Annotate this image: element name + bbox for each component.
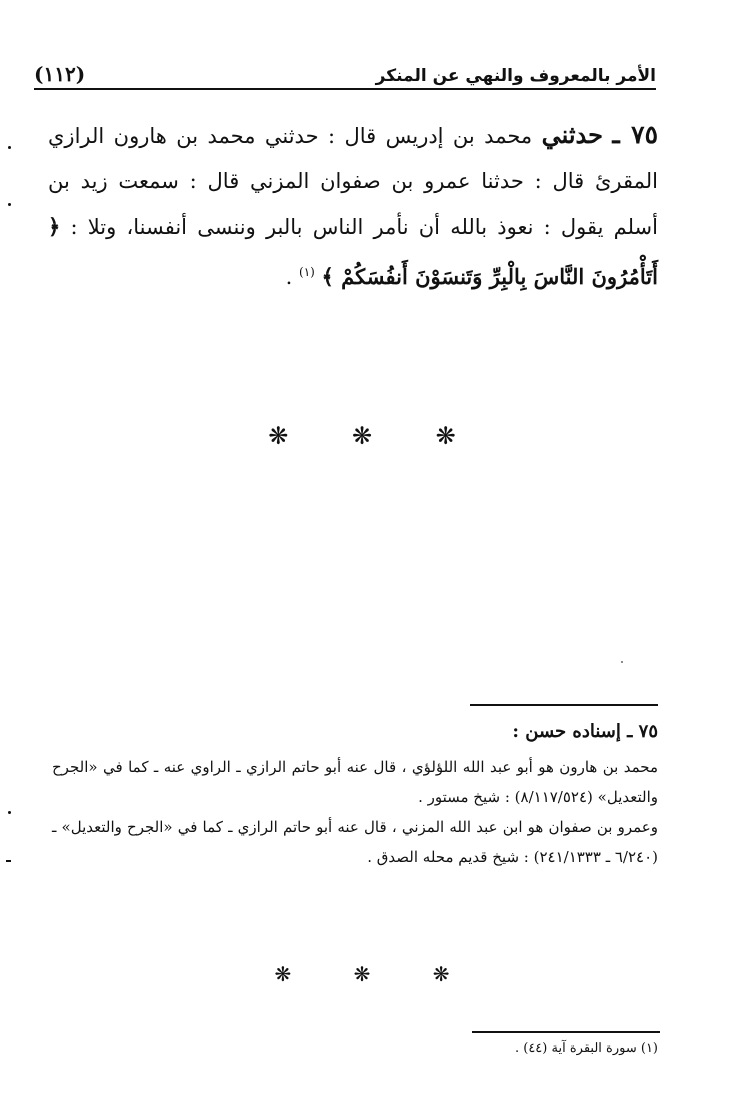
footnote: (١) سورة البقرة آية (٤٤) . bbox=[514, 1041, 658, 1056]
notes-paragraph-1: محمد بن هارون هو أبو عبد الله اللؤلؤي ، قال عنه أبو حاتم الرازي ـ الراوي عنه ـ كما في «الجرح والتعديل» (٨/١١٧/٥٢٤) : شيخ مستور . bbox=[52, 758, 658, 806]
running-title: الأمر بالمعروف والنهي عن المنكر bbox=[375, 66, 656, 86]
scan-margin-mark bbox=[8, 203, 11, 206]
hadith-body: محمد بن إدريس قال : حدثني محمد بن هارون الرازي المقرئ قال : حدثنا عمرو بن صفوان المزني قال : سمعت زيد بن أسلم يقول : نعوذ بالله أن نأمر الناس بالبر وننسى أنفسنا، وتلا : bbox=[48, 124, 658, 239]
scan-margin-mark bbox=[8, 146, 11, 149]
scan-margin-mark bbox=[8, 811, 11, 814]
footnote-marker: (١) bbox=[299, 265, 315, 279]
notes-divider bbox=[470, 704, 658, 706]
section-separator: ❋ ❋ ❋ bbox=[268, 422, 484, 450]
notes-heading: ٧٥ ـ إسناده حسن : bbox=[512, 721, 658, 742]
hadith-lead-word: حدثني bbox=[541, 120, 603, 149]
notes-separator: ❋ ❋ ❋ bbox=[274, 962, 478, 986]
quran-quote: ﴿ أَتَأْمُرُونَ النَّاسَ بِالْبِرِّ وَتَنسَوْنَ أَنفُسَكُمْ ﴾ bbox=[48, 214, 658, 289]
scan-margin-tick bbox=[6, 860, 11, 862]
commentary-notes bbox=[52, 712, 658, 872]
hadith-number: ٧٥ ـ bbox=[612, 120, 658, 149]
notes-paragraph-2: وعمرو بن صفوان هو ابن عبد الله المزني ، قال عنه أبو حاتم الرازي ـ كما في «الجرح والتعديل» ـ (٦/٢٤٠ ـ ٢٤١/١٣٣٣) : شيخ قديم محله الصدق . bbox=[52, 818, 658, 866]
footnote-divider bbox=[472, 1031, 660, 1033]
scan-speck bbox=[621, 661, 623, 663]
hadith-end-mark: . bbox=[285, 265, 293, 289]
running-header bbox=[34, 60, 656, 90]
page-number: (١١٢) bbox=[34, 62, 86, 86]
hadith-text-block bbox=[48, 112, 658, 300]
